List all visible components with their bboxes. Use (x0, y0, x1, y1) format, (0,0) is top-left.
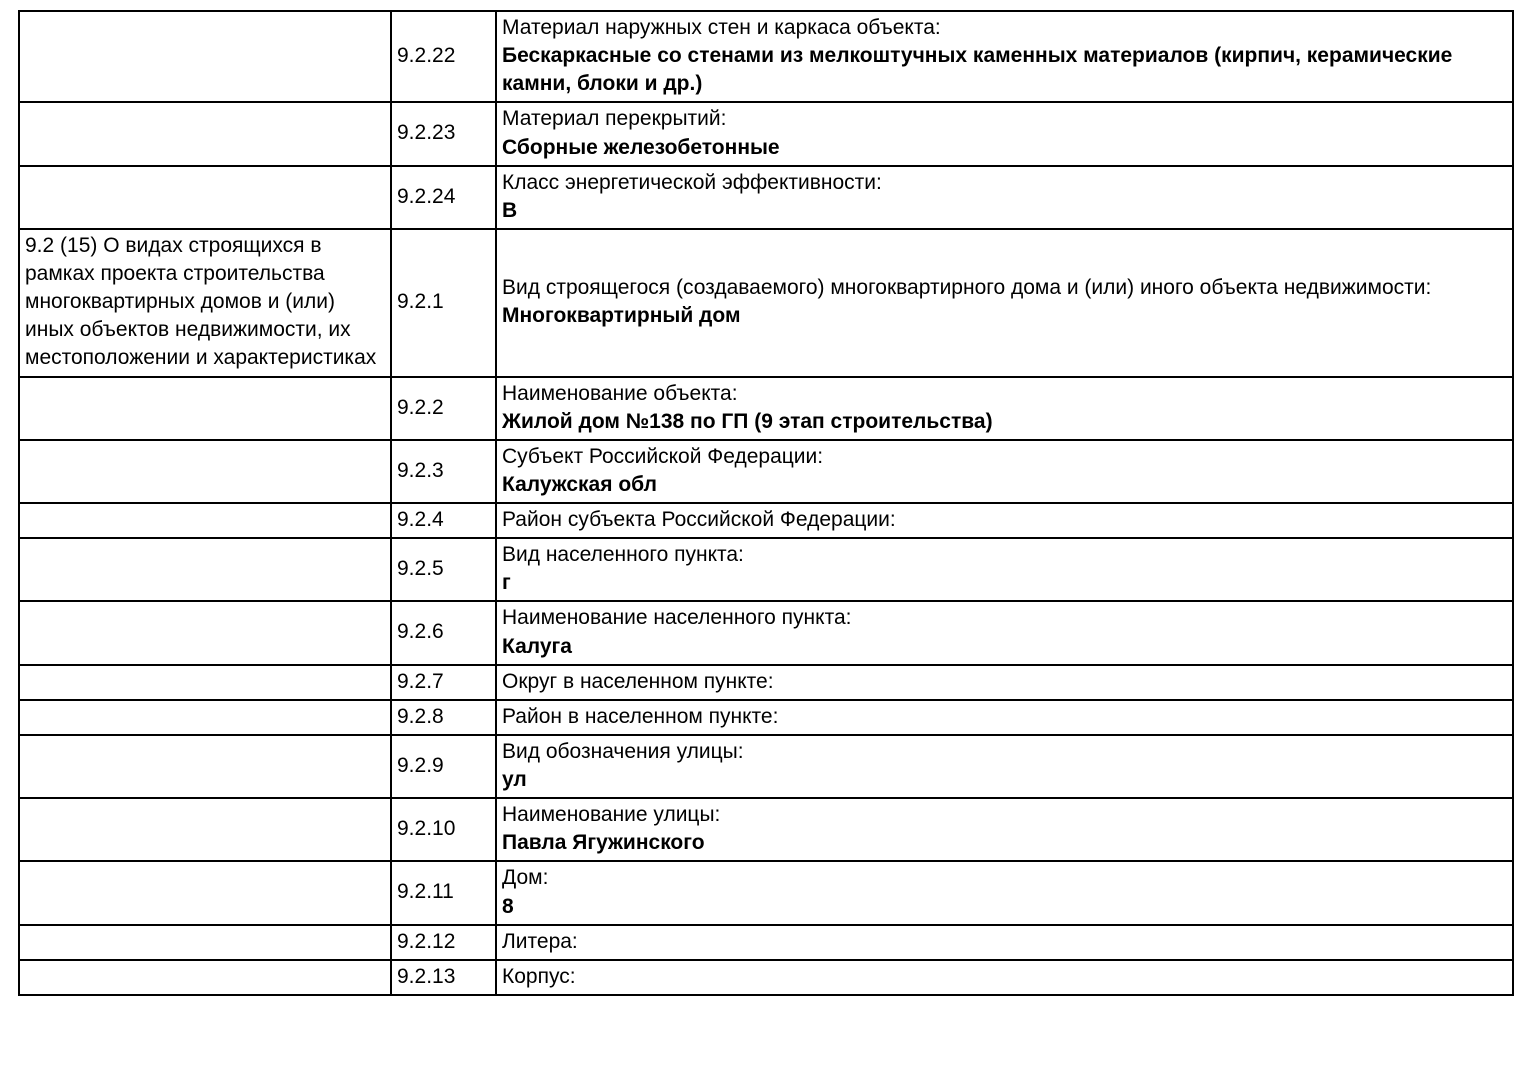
row-content-cell (496, 229, 1513, 377)
row-code: 9.2.24 (391, 166, 496, 229)
row-content-cell (496, 735, 1513, 798)
empty-left-cell (19, 440, 391, 503)
row-content-cell (496, 440, 1513, 503)
field-label: Район субъекта Российской Федерации: (502, 508, 896, 531)
empty-left-cell (19, 601, 391, 664)
section-title-cell: 9.2 (15) О видах строящихся в рамках проекта строительства многоквартирных домов и (или) иных объектов недвижимости, их местоположении и характеристиках (19, 229, 391, 377)
row-content-cell (496, 925, 1513, 960)
row-content-cell (496, 861, 1513, 924)
field-label: Наименование объекта: (502, 381, 738, 405)
table-row (19, 665, 1513, 700)
field-label: Дом: (502, 866, 549, 890)
field-value: В (502, 198, 518, 222)
field-value: Многоквартирный дом (502, 304, 741, 328)
row-content-cell (496, 601, 1513, 664)
table-row (19, 798, 1513, 861)
row-content-cell (496, 665, 1513, 700)
table-row (19, 861, 1513, 924)
field-label: Вид населенного пункта: (502, 543, 744, 567)
row-code: 9.2.9 (391, 735, 496, 798)
empty-left-cell (19, 503, 391, 538)
declaration-table (18, 10, 1514, 996)
field-label: Округ в населенном пункте: (502, 669, 774, 693)
row-code: 9.2.10 (391, 798, 496, 861)
row-code: 9.2.11 (391, 861, 496, 924)
empty-left-cell (19, 11, 391, 102)
field-label: Вид строящегося (создаваемого) многоквартирного дома и (или) иного объекта недвижимости: (502, 276, 1432, 300)
row-code: 9.2.1 (391, 229, 496, 377)
row-code: 9.2.3 (391, 440, 496, 503)
field-value: г (502, 571, 511, 595)
row-code: 9.2.8 (391, 700, 496, 735)
field-label: Материал наружных стен и каркаса объекта: (502, 16, 941, 39)
field-label: Литера: (502, 929, 578, 953)
row-code: 9.2.23 (391, 102, 496, 165)
empty-left-cell (19, 102, 391, 165)
field-label: Вид обозначения улицы: (502, 739, 744, 763)
row-code: 9.2.2 (391, 377, 496, 440)
empty-left-cell (19, 925, 391, 960)
table-row (19, 925, 1513, 960)
empty-left-cell (19, 735, 391, 798)
row-content-cell (496, 538, 1513, 601)
row-code: 9.2.5 (391, 538, 496, 601)
table-row (19, 503, 1513, 538)
empty-left-cell (19, 798, 391, 861)
empty-left-cell (19, 665, 391, 700)
row-content-cell (496, 377, 1513, 440)
row-content-cell (496, 798, 1513, 861)
field-label: Материал перекрытий: (502, 107, 727, 131)
empty-left-cell (19, 166, 391, 229)
empty-left-cell (19, 960, 391, 995)
table-row (19, 166, 1513, 229)
row-code: 9.2.22 (391, 11, 496, 102)
field-value: Бескаркасные со стенами из мелкоштучных каменных материалов (кирпич, керамические камни, блоки и др.) (502, 44, 1453, 96)
row-content-cell (496, 960, 1513, 995)
table-body (19, 11, 1513, 995)
field-label: Наименование улицы: (502, 803, 721, 827)
table-row (19, 601, 1513, 664)
table-row (19, 11, 1513, 102)
table-row (19, 700, 1513, 735)
field-value: Калужская обл (502, 472, 657, 496)
row-code: 9.2.7 (391, 665, 496, 700)
row-content-cell (496, 700, 1513, 735)
empty-left-cell (19, 377, 391, 440)
row-content-cell (496, 102, 1513, 165)
field-label: Класс энергетической эффективности: (502, 170, 882, 194)
field-value: Павла Ягужинского (502, 831, 705, 855)
empty-left-cell (19, 538, 391, 601)
table-row (19, 960, 1513, 995)
empty-left-cell (19, 861, 391, 924)
row-content-cell (496, 11, 1513, 102)
row-content-cell (496, 166, 1513, 229)
table-row (19, 538, 1513, 601)
table-row (19, 377, 1513, 440)
field-value: 8 (502, 894, 514, 918)
empty-left-cell (19, 700, 391, 735)
row-code: 9.2.6 (391, 601, 496, 664)
field-value: ул (502, 768, 527, 791)
field-label: Субъект Российской Федерации: (502, 444, 824, 468)
table-row (19, 735, 1513, 798)
row-content-cell (496, 503, 1513, 538)
row-code: 9.2.12 (391, 925, 496, 960)
field-value: Жилой дом №138 по ГП (9 этап строительства) (502, 409, 993, 433)
table-row (19, 229, 1513, 377)
row-code: 9.2.13 (391, 960, 496, 995)
field-label: Корпус: (502, 964, 576, 988)
table-row (19, 102, 1513, 165)
field-value: Калуга (502, 634, 572, 658)
field-label: Наименование населенного пункта: (502, 606, 852, 630)
field-value: Сборные железобетонные (502, 135, 780, 159)
table-row (19, 440, 1513, 503)
field-label: Район в населенном пункте: (502, 704, 779, 728)
row-code: 9.2.4 (391, 503, 496, 538)
